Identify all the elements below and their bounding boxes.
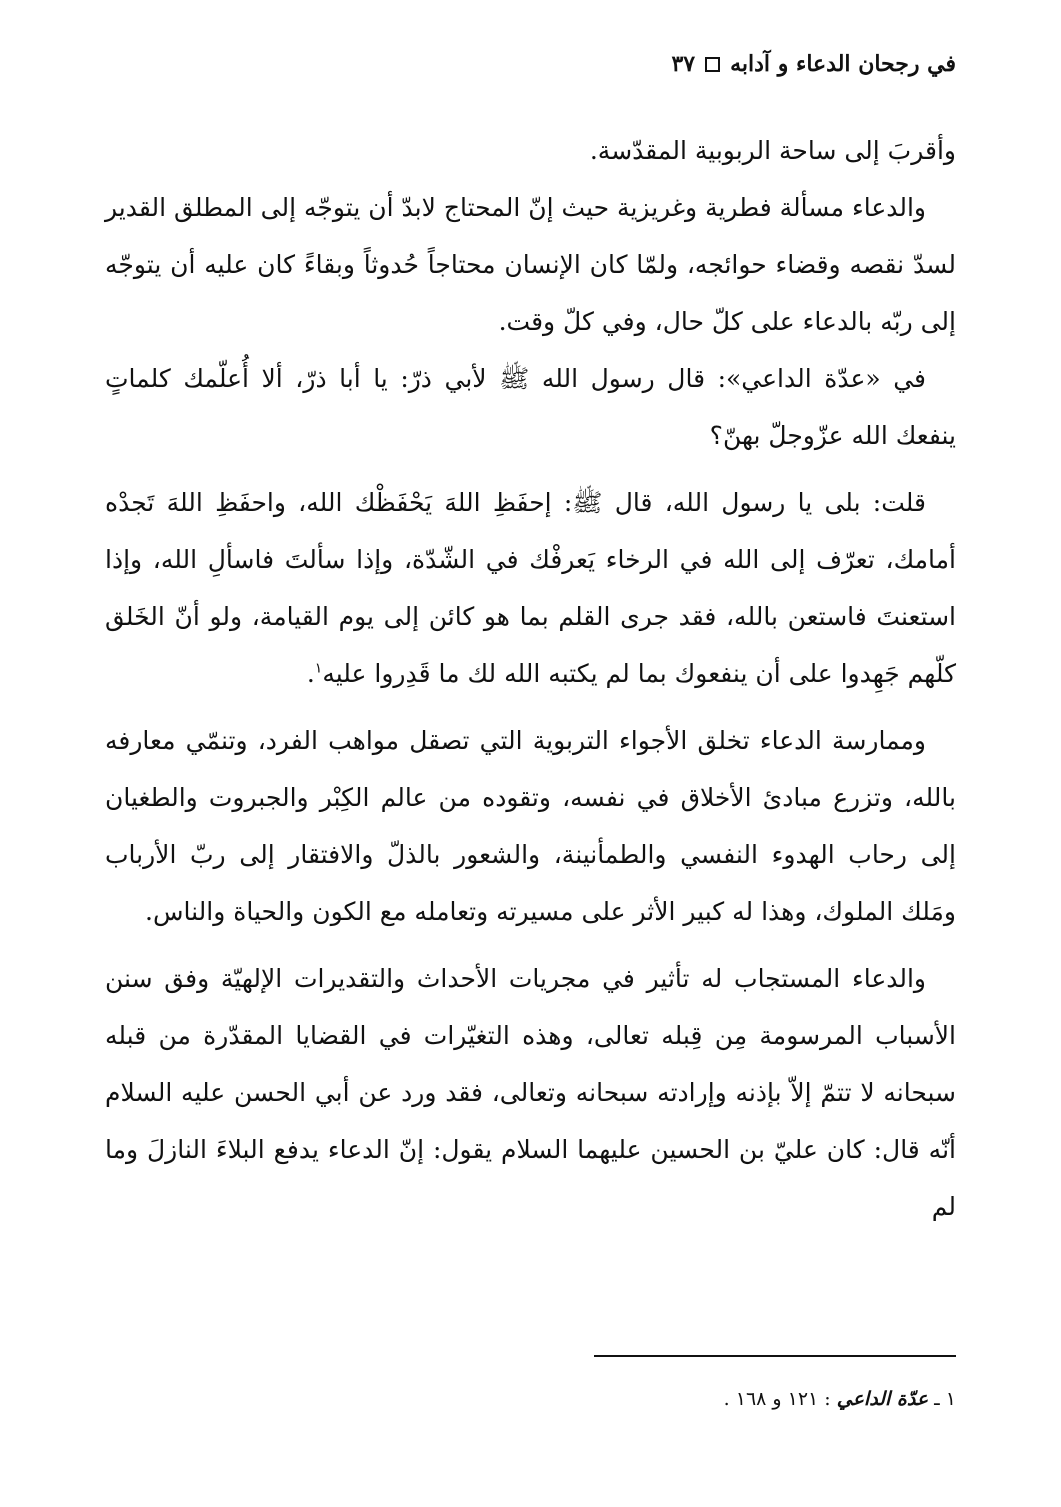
footnote: [105, 1382, 956, 1416]
paragraph-4-text: قلت: بلى يا رسول الله، قال ﷺ: إحفَظِ اللهَ يَحْفَظْك الله، واحفَظِ اللهَ تَجدْه أمامك، تعرّف إلى الله في الرخاء يَعرفْك في الشّدّة، وإذا سألتَ فاسألِ الله، وإذا استعنتَ فاستعن بالله، فقد جرى القلم بما هو كائن إلى يوم القيامة، ولو أنّ الخَلق كلّهم جَهِدوا على أن ينفعوك بما لم يكتبه الله لك ما قَدِروا عليه: [105, 488, 956, 688]
footnote-reference: ١: [314, 660, 323, 677]
running-header: [105, 46, 956, 82]
footnote-source: عدّة الداعي: [836, 1388, 929, 1410]
paragraph-6: والدعاء المستجاب له تأثير في مجريات الأحداث والتقديرات الإلهيّة وفق سنن الأسباب المرسومة مِن قِبله تعالى، وهذه التغيّرات في القضايا المقدّرة من قبله سبحانه لا تتمّ إلاّ بإذنه وإرادته سبحانه وتعالى، فقد ورد عن أبي الحسن عليه السلام أنّه قال: كان عليّ بن الحسين عليهما السلام يقول: إنّ الدعاء يدفع البلاءَ النازلَ وما لم: [105, 964, 956, 1221]
footnote-pages: : ١٢١ و ١٦٨ .: [723, 1388, 831, 1410]
header-title: في رجحان الدعاء و آدابه: [730, 51, 956, 77]
paragraph-4: قلت: بلى يا رسول الله، قال ﷺ: إحفَظِ اللهَ يَحْفَظْك الله، واحفَظِ اللهَ تَجدْه أمامك، تعرّف إلى الله في الرخاء يَعرفْك في الشّدّة، وإذا سألتَ فاسألِ الله، وإذا استعنتَ فاستعن بالله، فقد جرى القلم بما هو كائن إلى يوم القيامة، ولو أنّ الخَلق كلّهم جَهِدوا على أن ينفعوك بما لم يكتبه الله لك ما قَدِروا عليه$^١$.: [105, 488, 956, 688]
square-separator-icon: [705, 57, 720, 72]
paragraph-3: في «عدّة الداعي»: قال رسول الله ﷺ لأبي ذرّ: يا أبا ذرّ، ألا أُعلّمك كلماتٍ ينفعك الله عزّوجلّ بهنّ؟: [105, 364, 956, 450]
paragraph-5: وممارسة الدعاء تخلق الأجواء التربوية التي تصقل مواهب الفرد، وتنمّي معارفه بالله، وتزرع مبادئ الأخلاق في نفسه، وتقوده من عالم الكِبْر والجبروت والطغيان إلى رحاب الهدوء النفسي والطمأنينة، والشعور بالذلّ والافتقار إلى ربّ الأرباب ومَلك الملوك، وهذا له كبير الأثر على مسيرته وتعامله مع الكون والحياة والناس.: [105, 726, 956, 926]
footnote-number: ١ ـ: [934, 1388, 956, 1410]
paragraph-1: وأقربَ إلى ساحة الربوبية المقدّسة.: [589, 136, 956, 165]
footnote-divider: [594, 1355, 956, 1357]
page-number: ٣٧: [671, 51, 696, 77]
paragraph-2: والدعاء مسألة فطرية وغريزية حيث إنّ المحتاج لابدّ أن يتوجّه إلى المطلق القدير لسدّ نقصه وقضاء حوائجه، ولمّا كان الإنسان محتاجاً حُدوثاً وبقاءً كان عليه أن يتوجّه إلى ربّه بالدعاء على كلّ حال، وفي كلّ وقت.: [105, 193, 956, 336]
body-text: [105, 122, 956, 1235]
